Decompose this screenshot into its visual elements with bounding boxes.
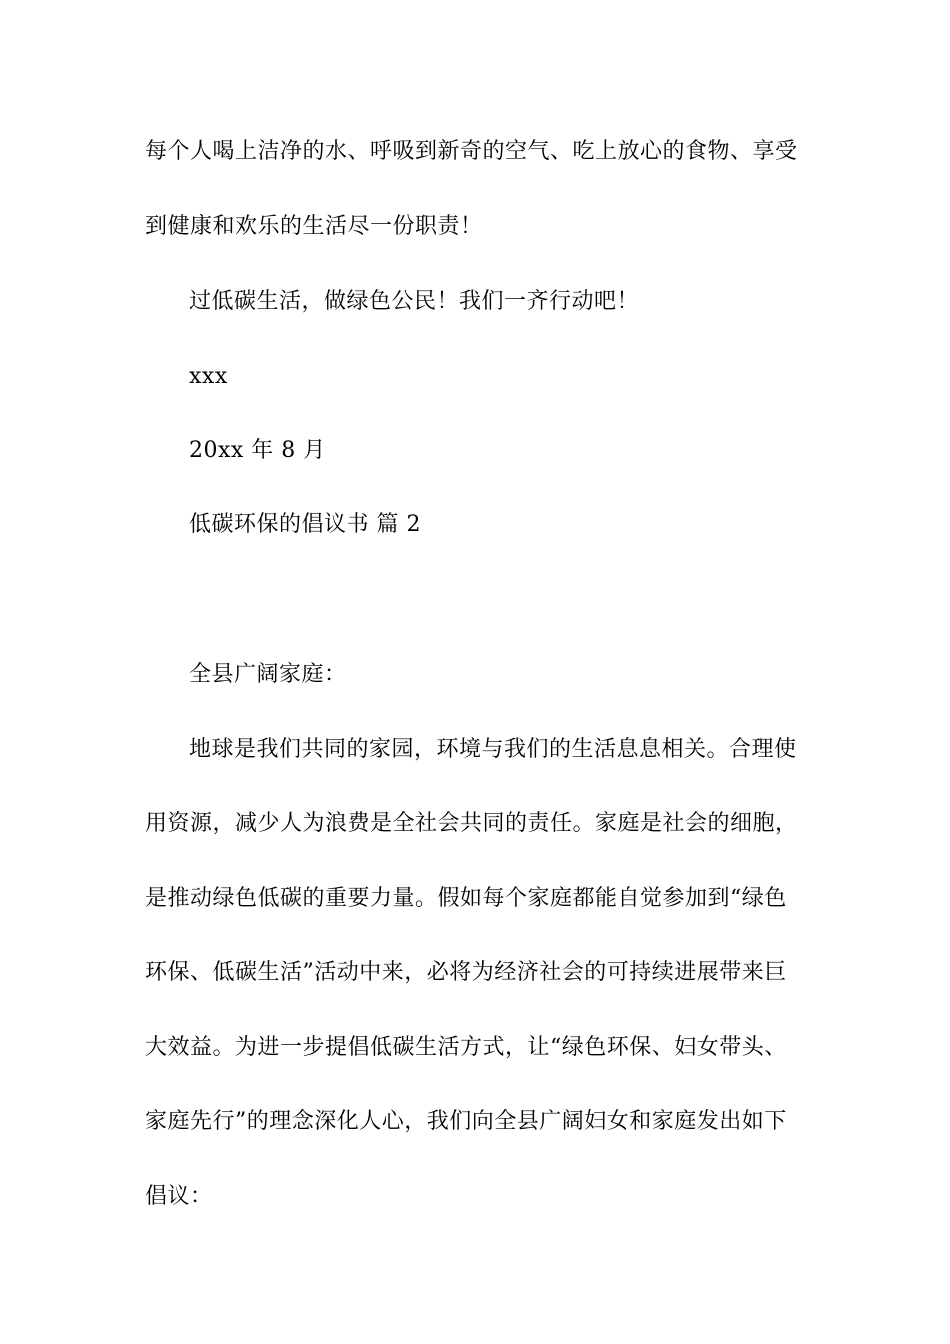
body-text-line: 大效益。为进一步提倡低碳生活方式，让“绿色环保、妇女带头、: [145, 1035, 787, 1060]
signature-name: xxx: [189, 364, 228, 389]
slogan-paragraph: 过低碳生活，做绿色公民！我们一齐行动吧！: [189, 289, 640, 314]
body-text-line: 每个人喝上洁净的水、呼吸到新奇的空气、吃上放心的食物、享受: [145, 139, 798, 164]
section-heading: 低碳环保的倡议书 篇 2: [189, 512, 421, 537]
body-text-line: 环保、低碳生活”活动中来，必将为经济社会的可持续进展带来巨: [145, 960, 787, 985]
salutation: 全县广阔家庭：: [189, 662, 347, 687]
body-text-line: 倡议：: [145, 1184, 213, 1209]
body-text-line: 是推动绿色低碳的重要力量。假如每个家庭都能自觉参加到“绿色: [145, 886, 787, 911]
body-text-line: 地球是我们共同的家园，环境与我们的生活息息相关。合理使: [189, 737, 797, 762]
body-text-line: 家庭先行”的理念深化人心，我们向全县广阔妇女和家庭发出如下: [145, 1109, 787, 1134]
body-text-line: 用资源，减少人为浪费是全社会共同的责任。家庭是社会的细胞，: [145, 811, 798, 836]
body-text-line: 到健康和欢乐的生活尽一份职责！: [145, 214, 483, 239]
signature-date: 20xx 年 8 月: [189, 438, 326, 463]
